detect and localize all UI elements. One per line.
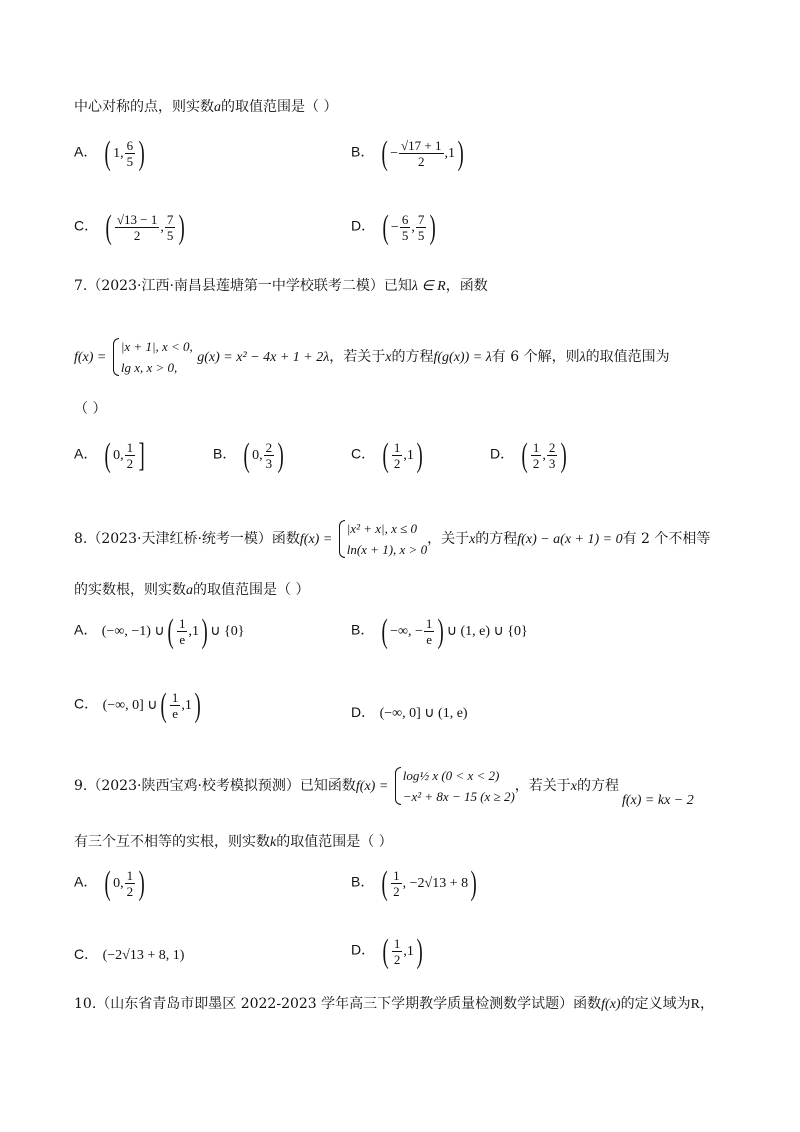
math-text: k (270, 835, 277, 850)
math-text: a (186, 583, 193, 598)
math-text: R (690, 997, 700, 1012)
bracket: ( (104, 134, 111, 172)
math-text: 1 (178, 616, 186, 631)
math-text: 的方程 (391, 349, 434, 365)
option-label: D． (351, 941, 376, 958)
option-label: B． (351, 143, 375, 160)
math-text: ,1 (444, 145, 455, 161)
math-text: 5 (401, 228, 409, 243)
math-text: 的实数根，则实数 (74, 582, 186, 598)
math-text (241, 436, 287, 474)
bracket: ) (138, 864, 145, 902)
q7-piecewise (111, 336, 193, 378)
math-text: (−2√13 + 8, 1) (102, 948, 185, 963)
fraction (399, 138, 443, 169)
option-label: D． (351, 704, 376, 720)
bracket: ( (382, 208, 389, 246)
math-text (519, 436, 570, 474)
math-text: 的方程 (577, 778, 620, 794)
bracket: ) (457, 134, 464, 172)
math-text: ，若关于 (514, 778, 571, 794)
bracket: ( (160, 686, 167, 724)
math-text: ,1 (403, 943, 414, 959)
math-text: √17 + 1 (401, 138, 442, 153)
math-text: e (179, 632, 186, 647)
q6-option-d-math (380, 208, 439, 246)
q8-line2 (74, 580, 309, 601)
option-label: A． (74, 621, 98, 638)
math-text: 3 (265, 456, 273, 471)
option-label: C． (351, 445, 376, 462)
math-text: 的方程 (475, 531, 518, 547)
math-text: 0, (113, 875, 124, 891)
math-text: − (390, 219, 399, 235)
math-text: ∪ {0} (210, 623, 245, 639)
math-text: ，函数 (445, 278, 488, 294)
math-text: f(x) = (74, 350, 107, 365)
bracket: ) (178, 208, 186, 246)
math-text: 8. (74, 531, 88, 547)
math-text: 1 (393, 936, 401, 951)
fraction (125, 138, 136, 169)
fraction (392, 936, 403, 967)
math-text: 2 (393, 952, 401, 967)
math-text: （2023·天津红桥·统考一模） (87, 531, 272, 547)
option-label: A． (74, 143, 98, 160)
math-text: 的取值范围是（ ） (221, 99, 338, 115)
bracket: ( (243, 436, 250, 474)
math-text: f(g(x)) = λ (433, 350, 492, 365)
option-label: B． (213, 445, 237, 462)
bracket: ) (138, 134, 145, 172)
option-label: D． (490, 445, 515, 462)
q6-option-b[interactable] (351, 134, 466, 172)
bracket: ) (429, 208, 437, 246)
math-text: 5 (166, 228, 174, 243)
bracket: ) (277, 436, 284, 474)
bracket: ) (470, 864, 477, 902)
math-text: e (172, 706, 178, 721)
math-text: 7 (166, 212, 174, 227)
fraction (170, 690, 181, 721)
math-text: x (469, 532, 476, 547)
math-text: （ ） (74, 401, 107, 417)
math-text: 1 (126, 868, 134, 883)
q7-option-b[interactable] (213, 436, 286, 474)
math-text: 的取值范围是（ ） (276, 834, 393, 850)
q7-option-c[interactable] (351, 436, 425, 474)
math-text: f(x) = (299, 532, 333, 547)
math-text: 2 (393, 456, 401, 471)
option-label: D． (351, 217, 376, 234)
math-text: 的取值范围为 (585, 349, 670, 365)
q7-option-d[interactable] (490, 436, 570, 474)
option-label: C． (74, 946, 99, 962)
math-text: ，关于 (427, 531, 470, 547)
bracket: ( (521, 436, 528, 474)
fraction (392, 440, 403, 471)
fraction (424, 616, 435, 647)
q8-header (74, 517, 710, 562)
math-text: −x² + 8x − 15 (x ≥ 2) (402, 789, 515, 804)
math-text: (−∞, −1) ∪ (101, 623, 165, 639)
math-text: a (214, 100, 221, 115)
math-text: ln(x + 1), x > 0 (346, 542, 428, 557)
math-text (379, 864, 480, 902)
math-text: x (570, 779, 578, 794)
fraction (264, 440, 275, 471)
q6-option-a-math (102, 134, 148, 172)
math-text (379, 612, 528, 650)
math-text: 有三个互不相等的实根，则实数 (74, 834, 270, 850)
math-text: f(x) (601, 997, 621, 1012)
q9-option-b[interactable] (351, 864, 479, 902)
math-text: , (411, 219, 415, 235)
math-text: ， (699, 996, 714, 1012)
fraction (416, 212, 427, 243)
q6-option-a[interactable] (74, 134, 147, 172)
fraction (125, 440, 136, 471)
math-text: 3 (548, 456, 556, 471)
bracket: ( (104, 436, 111, 474)
bracket: ) (194, 686, 201, 724)
fraction (115, 212, 159, 243)
math-text: 1 (425, 616, 433, 631)
q6-stem (74, 97, 337, 118)
math-text: , −2√13 + 8 (402, 875, 469, 891)
math-text (380, 436, 426, 474)
math-text: (−∞, 0] ∪ (1, e) (379, 706, 468, 721)
option-label: B． (351, 621, 375, 638)
math-text: 2 (126, 456, 134, 471)
math-text: 2 (133, 228, 141, 243)
bracket: ( (382, 436, 389, 474)
math-text: 有 6 个解，则 (491, 349, 580, 365)
math-text: 7 (417, 212, 425, 227)
math-text (102, 436, 148, 474)
math-text: 1 (171, 690, 179, 705)
math-text: 0, (113, 447, 124, 463)
q9-option-a[interactable] (74, 864, 147, 902)
q9-option-d[interactable] (351, 932, 425, 970)
bracket: ( (105, 208, 112, 246)
fraction (400, 212, 411, 243)
bracket: ] (138, 436, 145, 474)
q8-option-a[interactable] (74, 612, 245, 650)
math-text: lg x, x > 0, (120, 360, 178, 375)
math-text: 1 (532, 440, 540, 455)
q9-piecewise (393, 765, 515, 807)
q9-line2 (74, 832, 393, 853)
q8-piecewise (337, 518, 427, 560)
math-text: 5 (126, 154, 134, 169)
q6-option-c[interactable] (74, 208, 188, 246)
math-text: (−∞, 0] ∪ (102, 697, 158, 713)
math-text: 有 2 个不相等 (622, 531, 711, 547)
math-text: ,1 (181, 697, 192, 713)
math-text: f(x) = kx − 2 (622, 793, 694, 808)
math-text: e (426, 632, 433, 647)
math-text: 的取值范围是（ ） (193, 582, 310, 598)
fraction (547, 440, 558, 471)
math-text: 2 (265, 440, 273, 455)
math-text: 已知函数 (299, 778, 356, 794)
math-text: λ (579, 350, 586, 365)
bracket: ( (381, 864, 388, 902)
bracket: ( (381, 134, 388, 172)
option-label: B． (351, 873, 375, 890)
bracket: ) (416, 932, 423, 970)
bracket: ) (416, 436, 423, 474)
math-text: 中心对称的点，则实数 (74, 99, 214, 115)
math-text: 7. (74, 278, 88, 294)
math-text: 10. (74, 996, 97, 1012)
math-text: ，若关于 (329, 349, 386, 365)
math-text: g(x) = x² − 4x + 1 + 2λ (197, 350, 330, 365)
q6-option-b-math (379, 134, 467, 172)
bracket: ) (201, 612, 208, 650)
q8-option-b[interactable] (351, 612, 528, 650)
math-text: 2 (532, 456, 540, 471)
q6-option-c-math (103, 208, 188, 246)
math-text: （山东省青岛市即墨区 2022-2023 学年高三下学期教学质量检测数学试题） (96, 996, 574, 1012)
math-text: 1 (393, 868, 400, 883)
math-text: f(x) = (355, 779, 389, 794)
math-text: −∞, − (390, 623, 423, 639)
math-text: , (160, 219, 164, 235)
q9-equation (622, 790, 694, 811)
bracket: ( (382, 932, 389, 970)
math-text: √13 − 1 (116, 212, 158, 227)
math-text: |x + 1|, x < 0, (120, 339, 193, 354)
math-text: log½ x (0 < x < 2) (402, 768, 500, 783)
q8-option-d[interactable] (351, 702, 468, 724)
fraction (531, 440, 542, 471)
math-text: ,1 (403, 447, 414, 463)
math-text: 1 (393, 440, 401, 455)
math-text: 1, (113, 145, 124, 161)
math-text: 9. (74, 778, 88, 794)
math-text: , (542, 447, 546, 463)
math-text: f(x) − a(x + 1) = 0 (517, 532, 623, 547)
math-text: 6 (126, 138, 134, 153)
bracket: ( (104, 864, 111, 902)
math-text: 已知 (383, 278, 412, 294)
bracket: ( (167, 612, 174, 650)
math-text: λ ∈ R (411, 279, 446, 294)
math-text: |x² + x|, x ≤ 0 (346, 521, 417, 536)
math-text (102, 686, 204, 724)
q9-option-c[interactable] (74, 944, 184, 966)
math-text: 0, (252, 447, 263, 463)
math-text: 函数 (271, 531, 300, 547)
math-text: 2 (126, 884, 134, 899)
option-label: A． (74, 873, 98, 890)
math-text: 的定义域为 (620, 996, 691, 1012)
fraction (165, 212, 176, 243)
math-text: 函数 (573, 996, 602, 1012)
fraction (391, 868, 402, 899)
math-text: （2023·江西·南昌县莲塘第一中学校联考二模） (87, 278, 384, 294)
math-text: 2 (393, 884, 400, 899)
fraction (177, 616, 188, 647)
q10-header (74, 994, 714, 1015)
option-label: A． (74, 445, 98, 462)
q7-header (74, 276, 488, 297)
bracket: ( (381, 612, 388, 650)
math-text: 2 (548, 440, 556, 455)
math-text: 2 (418, 154, 425, 169)
q8-option-c[interactable] (74, 686, 203, 724)
q9-header (74, 762, 619, 811)
bracket: ) (437, 612, 445, 650)
math-text (380, 932, 426, 970)
option-label: C． (74, 217, 99, 234)
math-text: 5 (417, 228, 425, 243)
math-text: 6 (401, 212, 409, 227)
math-text (101, 612, 245, 650)
q7-paren (74, 399, 106, 419)
q7-function-def (74, 335, 670, 380)
math-text: （2023·陕西宝鸡·校考模拟预测） (87, 778, 300, 794)
q7-option-a[interactable] (74, 436, 147, 474)
option-label: C． (74, 695, 99, 712)
fraction (125, 868, 136, 899)
math-text: 1 (126, 440, 134, 455)
q6-option-d[interactable] (351, 208, 439, 246)
math-text: ,1 (188, 623, 199, 639)
math-text: − (390, 145, 399, 161)
math-text: x (385, 350, 392, 365)
math-text (102, 864, 148, 902)
bracket: ) (560, 436, 568, 474)
math-text: ∪ (1, e) ∪ {0} (446, 623, 528, 639)
